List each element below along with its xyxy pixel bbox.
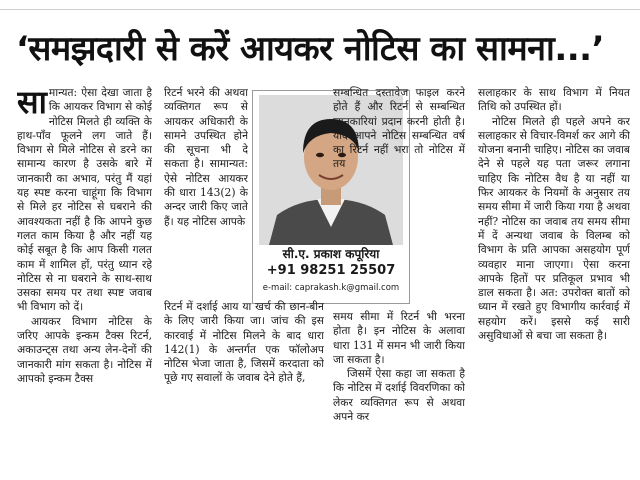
author-name: सी.ए. प्रकाश कपूरिया	[282, 247, 380, 261]
paragraph: समय सीमा में रिटर्न भी भरना होता है। इन नोटिस के अलावा धारा 131 में समन भी जारी किया जा सकता है।	[333, 310, 465, 366]
paragraph: रिटर्न भरने की अथवा व्यक्तिगत रूप से आयकर अधिकारी के सामने उपस्थित होने की सूचना भी दे सकता है। सामान्यत: ऐसे नोटिस आयकर की धारा 143(2) के अन्दर जारी किए जाते हैं। यह नोटिस आपके	[164, 86, 248, 228]
paragraph: आयकर विभाग नोटिस के जरिए आपके इन्कम टैक्स रिटर्न, अकाउन्ट्स तथा अन्य लेन-देनों की जानकारी मांग सकता है। नोटिस में आपको इन्कम टैक्स	[17, 314, 152, 385]
article-column-3-bottom	[333, 310, 465, 476]
paragraph: नोटिस मिलते ही पहले अपने कर सलाहकार से विचार-विमर्श कर आगे की योजना बनानी चाहिए। नोटिस का जवाब देने से पहले यह पता जरूर लगाना चाहिए कि नोटिस वैध है या नहीं या फिर आयकर के नियमों के अनुसार तय समय सीमा में जारी किया गया है अथवा नहीं? नोटिस का जवाब तय समय सीमा में दें अन्यथा जवाब के विलम्ब को विभाग के प्रति आपका असहयोग पूर्ण व्यवहार माना जाएगा। ऐसा करना आपके हितों पर प्रतिकूल प्रभाव भी डाल सकता है। अत: उपरोक्त बातों को ध्यान में रखते हुए विभागीय कार्रवाई में सहयोग करें। इससे कई सारी असुविधाओं से बचा जा सकता है।	[478, 114, 630, 343]
author-email: e-mail: caprakash.k@gmail.com	[262, 283, 400, 293]
paragraph-text: मान्यत: ऐसा देखा जाता है कि आयकर विभाग से कोई नोटिस मिलते ही व्यक्ति के हाथ-पाँव फूलने लग जाते हैं। विभाग से मिले नोटिस से डरने का सामान्य कारण है उसके बारे में जानकारी का अभाव, परंतु मैं यहां यह स्पष्ट करना चाहूंगा कि विभाग से मिले हर नोटिस से घबराने की आवश्यकता नहीं है कि आपने कुछ गलत काम किया है और नहीं यह कोई सबूत है कि आप किसी गलत काम में शामिल हों, परंतु ध्यान रहे नोटिस से ना घबराने के साथ-साथ उसका समय पर तथा स्पष्ट जवाब भी विभाग को दें।	[17, 86, 152, 314]
paragraph: सम्बन्धित दस्तावेज फाइल करने होते हैं और रिटर्न से सम्बन्धित जानकारियां प्रदान करनी होती है। यदि आपने नोटिस सम्बन्धित वर्ष का रिटर्न नहीं भरा तो नोटिस में तय	[333, 86, 465, 171]
article-column-4	[478, 86, 630, 476]
author-phone: +91 98251 25507	[266, 263, 396, 278]
paragraph	[17, 86, 152, 315]
article-column-2-top	[164, 86, 248, 296]
paragraph: रिटर्न में दर्शाई आय या खर्च की छान-बीन के लिए जारी किया जा। जांच की इस कारवाई में नोटिस मिलने के बाद धारा 142(1) के अन्तर्गत एक फॉलोअप नोटिस भेजा जाता है, जिसमें करदाता को पूछे गए सवालों के जवाब देने होते हैं,	[164, 300, 324, 385]
page-top-strip	[0, 0, 640, 10]
article-column-1	[17, 86, 152, 476]
article-headline: ‘समझदारी से करें आयकर नोटिस का सामना...’	[16, 29, 604, 69]
paragraph: सलाहकार के साथ विभाग में नियत तिथि को उपस्थित हों।	[478, 86, 630, 114]
paragraph: जिसमें ऐसा कहा जा सकता है कि नोटिस में दर्शाई विवरणिका को लेकर व्यक्तिगत रूप से अथवा अपने कर	[333, 367, 465, 424]
article-column-2-bottom	[164, 300, 324, 476]
article-column-3-top	[333, 86, 465, 311]
drop-cap: सा	[17, 86, 47, 121]
